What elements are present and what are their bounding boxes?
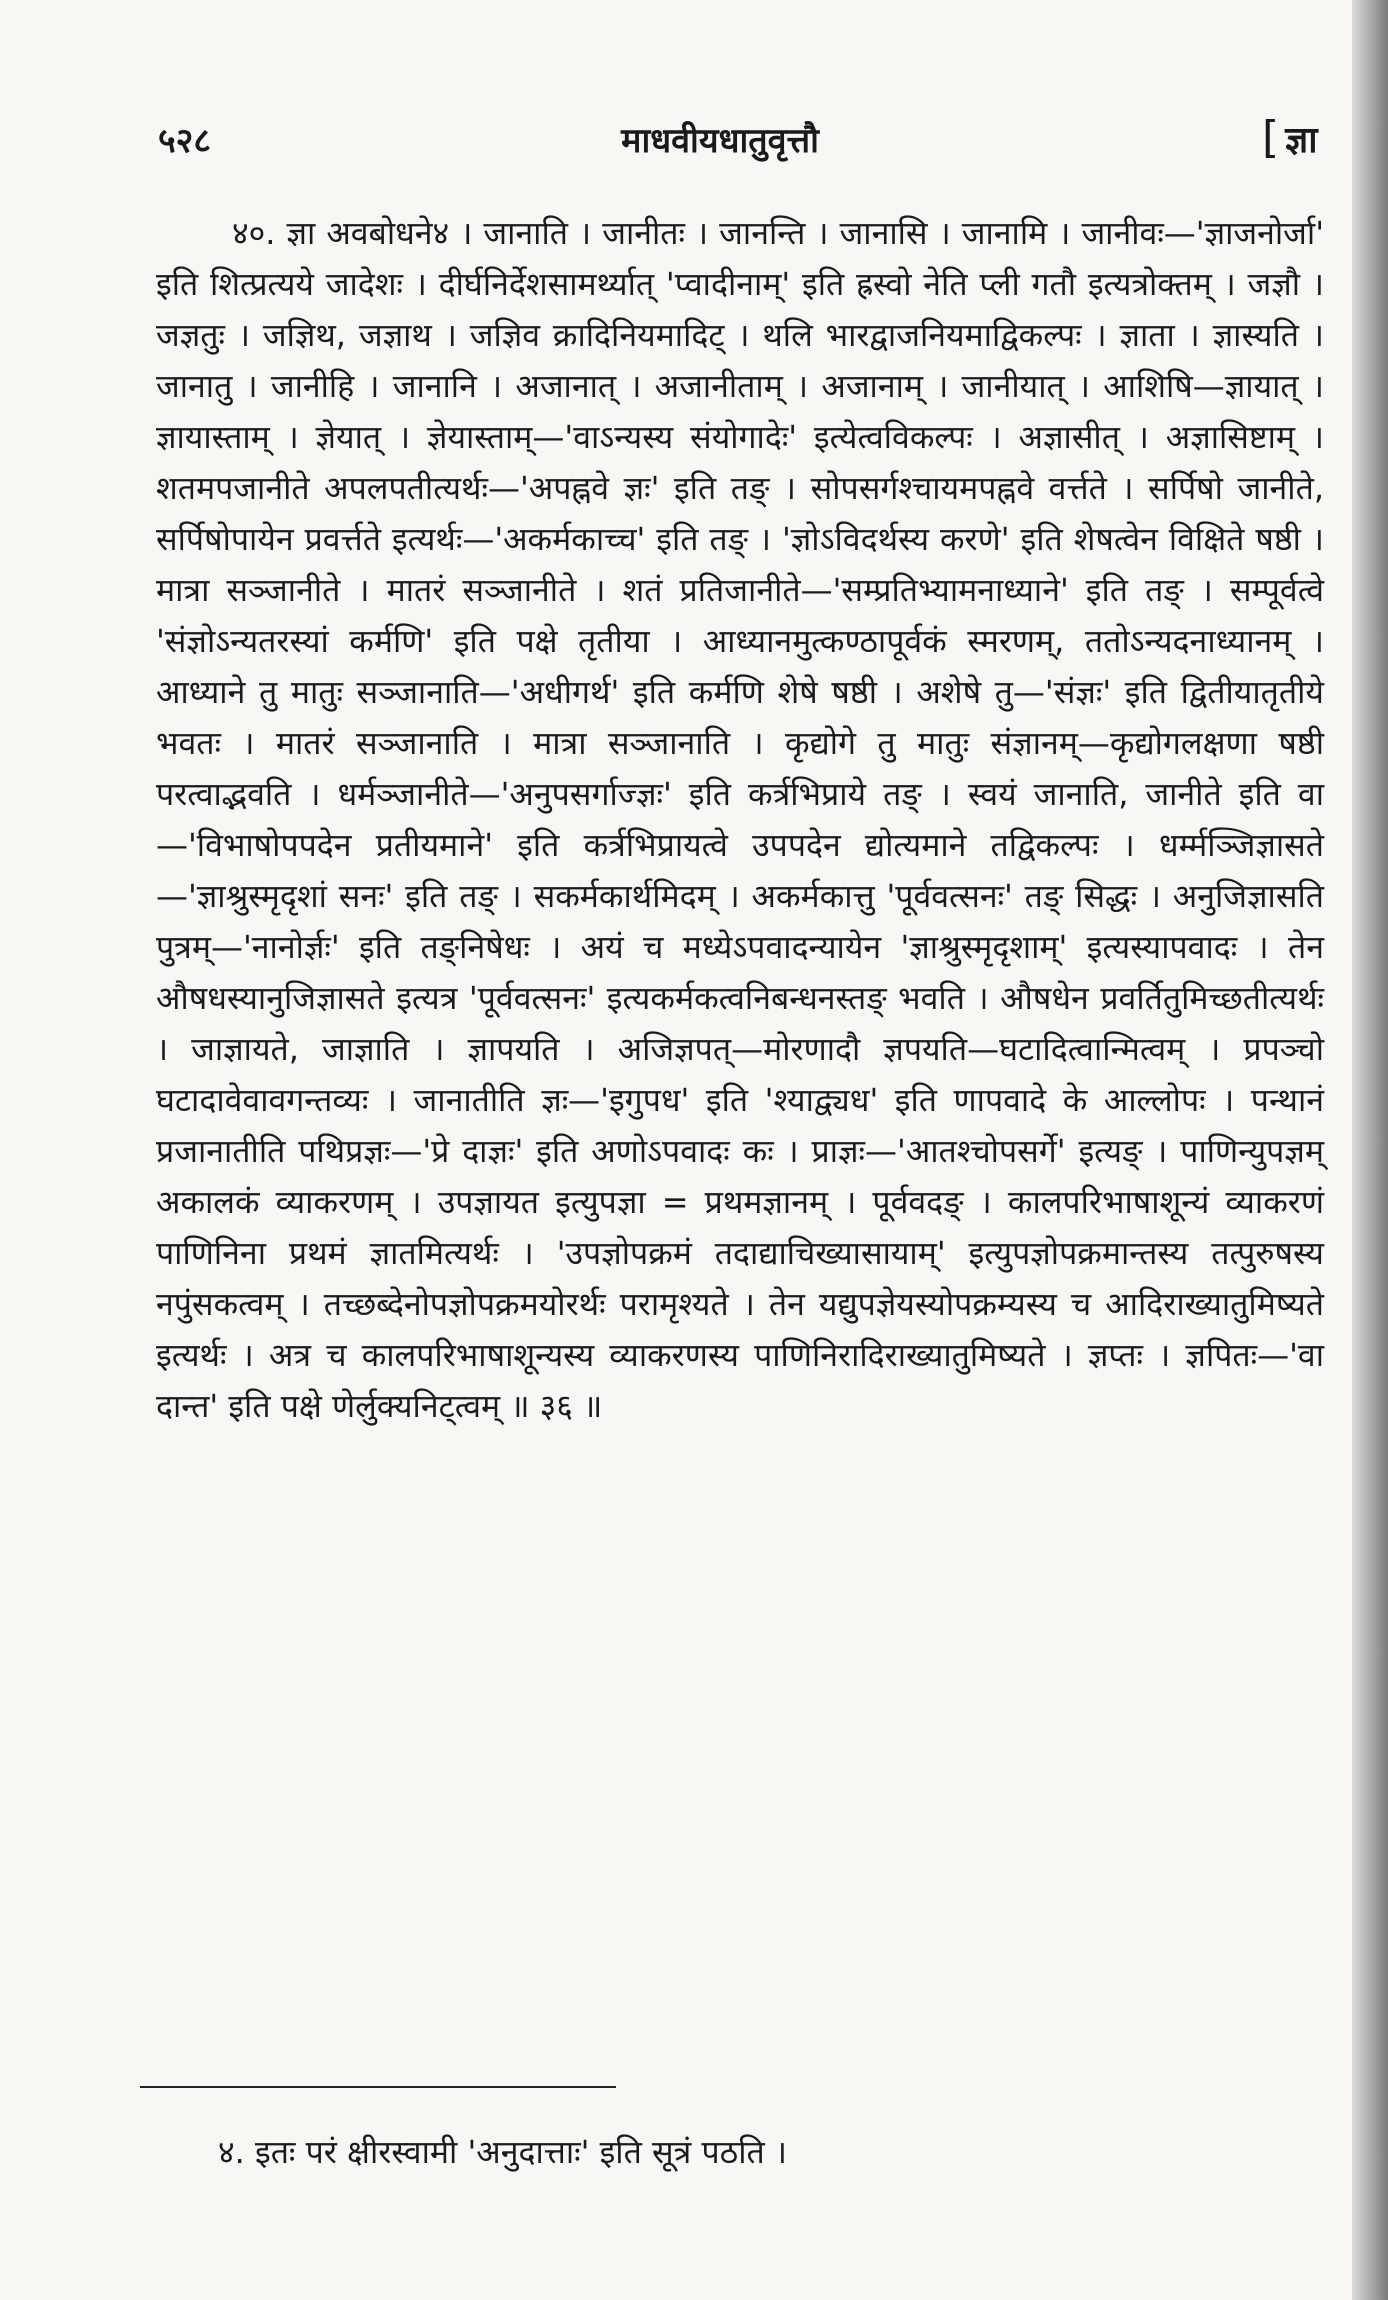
entry-text: ४०. ज्ञा अवबोधने४ । जानाति । जानीतः । जानन्ति । जानासि । जानामि । जानीवः—'ज्ञाजनोर्जा' इति शित्प्रत्यये जादेशः । दीर्घनिर्देशसामर्थ्यात् 'प्वादीनाम्' इति ह्रस्वो नेति प्ली गतौ इत्यत्रोक्तम् । जज्ञौ । जज्ञतुः । जज्ञिथ, जज्ञाथ । जज्ञिव क्रादिनियमादिट् । थलि भारद्वाजनियमाद्विकल्पः । ज्ञाता । ज्ञास्यति । जानातु । जानीहि । जानानि । अजानात् । अजानीताम् । अजानाम् । जानीयात् । आशिषि—ज्ञायात् । ज्ञायास्ताम् । ज्ञेयात् । ज्ञेयास्ताम्—'वाऽन्यस्य संयोगादेः' इत्येत्वविकल्पः । अज्ञासीत् । अज्ञासिष्टाम् । शतमपजानीते अपलपतीत्यर्थः—'अपह्नवे ज्ञः' इति तङ् । सोपसर्गश्चायमपह्नवे वर्त्तते । सर्पिषो जानीते, सर्पिषोपायेन प्रवर्त्तते इत्यर्थः—'अकर्मकाच्च' इति तङ् । 'ज्ञोऽविदर्थस्य करणे' इति शेषत्वेन विक्षिते षष्ठी । मात्रा सञ्जानीते । मातरं सञ्जानीते । शतं प्रतिजानीते—'सम्प्रतिभ्यामनाध्याने' इति तङ् । सम्पूर्वत्वे 'संज्ञोऽन्यतरस्यां कर्मणि' इति पक्षे तृतीया । आध्यानमुत्कण्ठापूर्वकं स्मरणम्, ततोऽन्यदनाध्यानम् । आध्याने तु मातुः सञ्जानाति—'अधीगर्थ' इति कर्मणि शेषे षष्ठी । अशेषे तु—'संज्ञः' इति द्वितीयातृतीये भवतः । मातरं सञ्जानाति । मात्रा सञ्जानाति । कृद्योगे तु मातुः संज्ञानम्—कृद्योगलक्षणा षष्ठी परत्वाद्भवति । धर्मञ्जानीते—'अनुपसर्गाज्ज्ञः' इति कर्त्रभिप्राये तङ् । स्वयं जानाति, जानीते इति वा—'विभाषोपपदेन प्रतीयमाने' इति कर्त्रभिप्रायत्वे उपपदेन द्योत्यमाने तद्विकल्पः । धर्म्मञ्जिज्ञासते—'ज्ञाश्रुस्मृदृशां सनः' इति तङ् । सकर्मकार्थमिदम् । अकर्मकात्तु 'पूर्ववत्सनः' तङ् सिद्धः । अनुजिज्ञासति पुत्रम्—'नानोर्ज्ञः' इति तङ्निषेधः । अयं च मध्येऽपवादन्यायेन 'ज्ञाश्रुस्मृदृशाम्' इत्यस्यापवादः । तेन औषधस्यानुजिज्ञासते इत्यत्र 'पूर्ववत्सनः' इत्यकर्मकत्वनिबन्धनस्तङ् भवति । औषधेन प्रवर्तितुमिच्छतीत्यर्थः । जाज्ञायते, जाज्ञाति । ज्ञापयति । अजिज्ञपत्—मोरणादौ ज्ञपयति—घटादित्वान्मित्वम् । प्रपञ्चो घटादावेवावगन्तव्यः । जानातीति ज्ञः—'इगुपध' इति 'श्याद्व्यध' इति णापवादे के आल्लोपः । पन्थानं प्रजानातीति पथिप्रज्ञः—'प्रे दाज्ञः' इति अणोऽपवादः कः । प्राज्ञः—'आतश्चोपसर्गे' इत्यङ् । पाणिन्युपज्ञम् अकालकं व्याकरणम् । उपज्ञायत इत्युपज्ञा = प्रथमज्ञानम् । पूर्ववदङ् । कालपरिभाषाशून्यं व्याकरणं पाणिनिना प्रथमं ज्ञातमित्यर्थः । 'उपज्ञोपक्रमं तदाद्याचिख्यासायाम्' इत्युपज्ञोपक्रमान्तस्य तत्पुरुषस्य नपुंसकत्वम् । तच्छब्देनोपज्ञोपक्रमयोरर्थः परामृश्यते । तेन यद्युपज्ञेयस्योपक्रम्यस्य च आदिराख्यातुमिष्यते इत्यर्थः । अत्र च कालपरिभाषाशून्यस्य व्याकरणस्य पाणिनिरादिराख्यातुमिष्यते । ज्ञप्तः । ज्ञपितः—'वा दान्त' इति पक्षे णेर्लुक्यनिट्त्वम् ॥ ३६ ॥: [156, 214, 1324, 1425]
footnote-divider: [140, 2086, 616, 2088]
running-header: [0, 112, 1352, 172]
running-title: माधवीयधातुवृत्तौ: [621, 121, 819, 161]
page-number: ५२८: [158, 121, 212, 161]
page-edge-shadow: [1352, 0, 1388, 2300]
section-marker: [1262, 112, 1318, 163]
section-bracket: [: [1262, 112, 1280, 163]
footnote: ४. इतः परं क्षीरस्वामी 'अनुदात्ताः' इति सूत्रं पठति ।: [218, 2133, 788, 2171]
section-marker-label: ज्ञा: [1285, 120, 1318, 161]
entry-body: [156, 208, 1324, 1432]
